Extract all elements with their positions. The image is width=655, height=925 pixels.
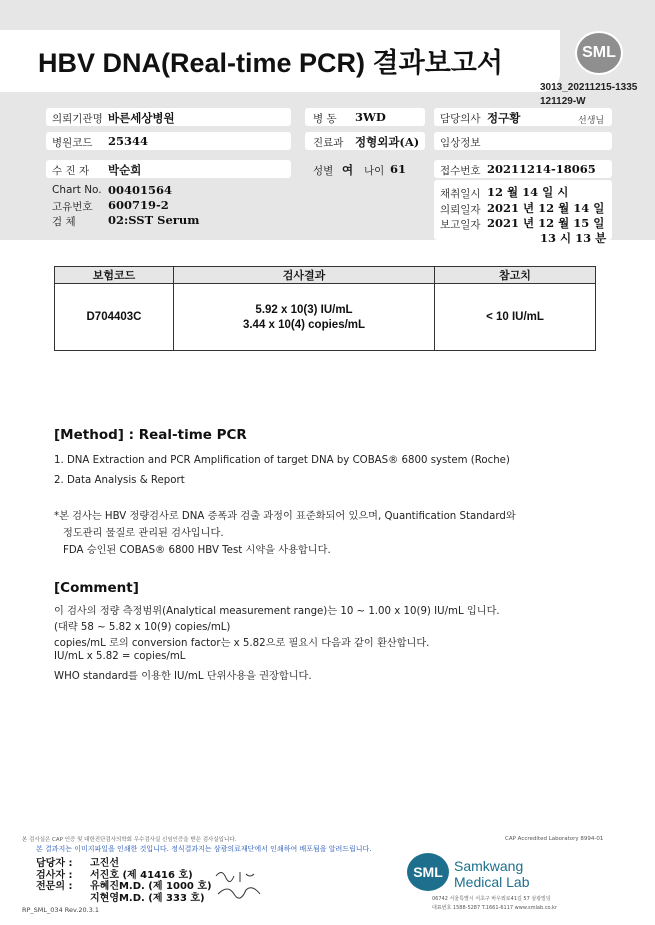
footer-cap: CAP Accredited Laboratory 8994-01: [505, 836, 604, 842]
ward-label: 병 동: [313, 113, 337, 125]
specimen-value: 02:SST Serum: [108, 213, 200, 227]
signature-image: [212, 866, 272, 906]
request-label: 의뢰일자: [440, 204, 481, 216]
collect-label: 채취일시: [440, 188, 481, 200]
results-row: [55, 284, 596, 351]
specialist-2: 지현영M.D. (제 333 호): [90, 893, 205, 904]
result-line-1: 5.92 x 10(3) IU/mL: [255, 303, 353, 316]
dept-value: 정형외과(A): [355, 135, 420, 149]
comment-line-2: (대략 58 ~ 5.82 x 10(9) copies/mL): [54, 622, 231, 633]
unique-value: 600719-2: [108, 198, 169, 212]
sex-label: 성별: [313, 165, 334, 177]
report-title: HBV DNA(Real-time PCR) 결과보고서: [38, 48, 503, 78]
result-values: [174, 284, 435, 351]
doctor-value: 정구황: [487, 111, 521, 125]
footer-accreditation: 본 검사실은 CAP 인증 및 대한진단검사의학회 우수검사실 신임인증을 받은 검사실입니다.: [22, 837, 237, 843]
report-code-2: 121129-W: [540, 96, 586, 107]
report-label: 보고일자: [440, 219, 481, 231]
comment-line-4: IU/mL x 5.82 = copies/mL: [54, 651, 186, 662]
specimen-label: 검 체: [52, 216, 76, 228]
result-code: D704403C: [55, 284, 174, 351]
examinee-value: 박순희: [108, 163, 142, 177]
chart-value: 00401564: [108, 183, 173, 197]
institution-value: 바른세상병원: [108, 111, 175, 125]
hospital-code-value: 25344: [108, 134, 149, 148]
method-heading: [Method] : Real-time PCR: [54, 427, 247, 443]
sex-value: 여: [342, 163, 354, 177]
comment-heading: [Comment]: [54, 580, 139, 596]
ward-value: 3WD: [355, 110, 386, 124]
lab-name-2: Medical Lab: [454, 874, 530, 890]
comment-line-1: 이 검사의 정량 측정범위(Analytical measurement range)는 10 ~ 1.00 x 10(9) IU/mL 입니다.: [54, 606, 500, 617]
result-reference: < 10 IU/mL: [435, 284, 596, 351]
result-line-2: 3.44 x 10(4) copies/mL: [242, 318, 366, 331]
specialist-1: 유혜진M.D. (제 1000 호): [90, 881, 212, 892]
examinee-label: 수 진 자: [52, 165, 90, 177]
collect-value: 12 월 14 일 시: [487, 185, 569, 199]
examiner-label: 검사자 :: [36, 870, 73, 881]
comment-line-3: copies/mL 로의 conversion factor는 x 5.82으로 필요시 다음과 같이 환산합니다.: [54, 638, 430, 649]
results-header-row: [55, 267, 596, 284]
lab-phone: 대표번호 1588-5287 T.1661-6117 www.smlab.co.kr: [432, 905, 557, 911]
report-time: 13 시 13 분: [540, 231, 607, 245]
col-insurance-code: 보험코드: [55, 267, 174, 284]
doctor-suffix: 선생님: [578, 116, 605, 126]
method-note-1: *본 검사는 HBV 정량검사로 DNA 증폭과 검출 과정이 표준화되어 있으며, Quantification Standard와: [54, 511, 516, 522]
samkwang-logo: SML: [407, 853, 449, 891]
receipt-label: 접수번호: [440, 165, 481, 177]
handler-label: 담당자 :: [36, 858, 73, 869]
report-value: 2021 년 12 월 15 일: [487, 216, 605, 230]
handler-value: 고진선: [90, 858, 119, 869]
examiner-value: 서진호 (제 41416 호): [90, 870, 193, 881]
results-table: [54, 266, 596, 351]
col-result: 검사결과: [174, 267, 435, 284]
doctor-label: 담당의사: [440, 113, 481, 125]
lab-name-1: Samkwang: [454, 858, 524, 874]
sml-logo: SML: [575, 31, 623, 75]
comment-line-5: WHO standard를 이용한 IU/mL 단위사용을 권장합니다.: [54, 671, 312, 682]
dept-label: 진료과: [313, 137, 344, 149]
clinical-label: 임상정보: [440, 137, 481, 149]
method-note-2: 정도관리 물질로 관리된 검사입니다.: [63, 528, 224, 539]
unique-label: 고유번호: [52, 201, 93, 213]
institution-label: 의뢰기관명: [52, 113, 103, 125]
method-note-3: FDA 승인된 COBAS® 6800 HBV Test 시약을 사용합니다.: [63, 545, 331, 556]
specialist-label: 전문의 :: [36, 881, 73, 892]
col-reference: 참고치: [435, 267, 596, 284]
lab-address: 06742 서울특별시 서초구 바우뫼로41길 57 삼광빌딩: [432, 896, 551, 902]
footer-notice: 본 결과지는 이미지파일을 인쇄한 것입니다. 정식결과지는 삼광의료재단에서 인쇄하여 배포됨을 알려드립니다.: [36, 845, 372, 853]
age-label: 나이: [364, 165, 385, 177]
method-line-1: 1. DNA Extraction and PCR Amplification of target DNA by COBAS® 6800 system (Roche): [54, 455, 510, 466]
report-code-1: 3013_20211215-1335: [540, 82, 638, 93]
method-line-2: 2. Data Analysis & Report: [54, 475, 185, 486]
request-value: 2021 년 12 월 14 일: [487, 201, 605, 215]
form-code: RP_SML_034 Rev.20.3.1: [22, 906, 100, 914]
receipt-value: 20211214-18065: [487, 162, 596, 176]
hospital-code-label: 병원코드: [52, 137, 93, 149]
chart-label: Chart No.: [52, 184, 102, 196]
age-value: 61: [390, 162, 407, 176]
